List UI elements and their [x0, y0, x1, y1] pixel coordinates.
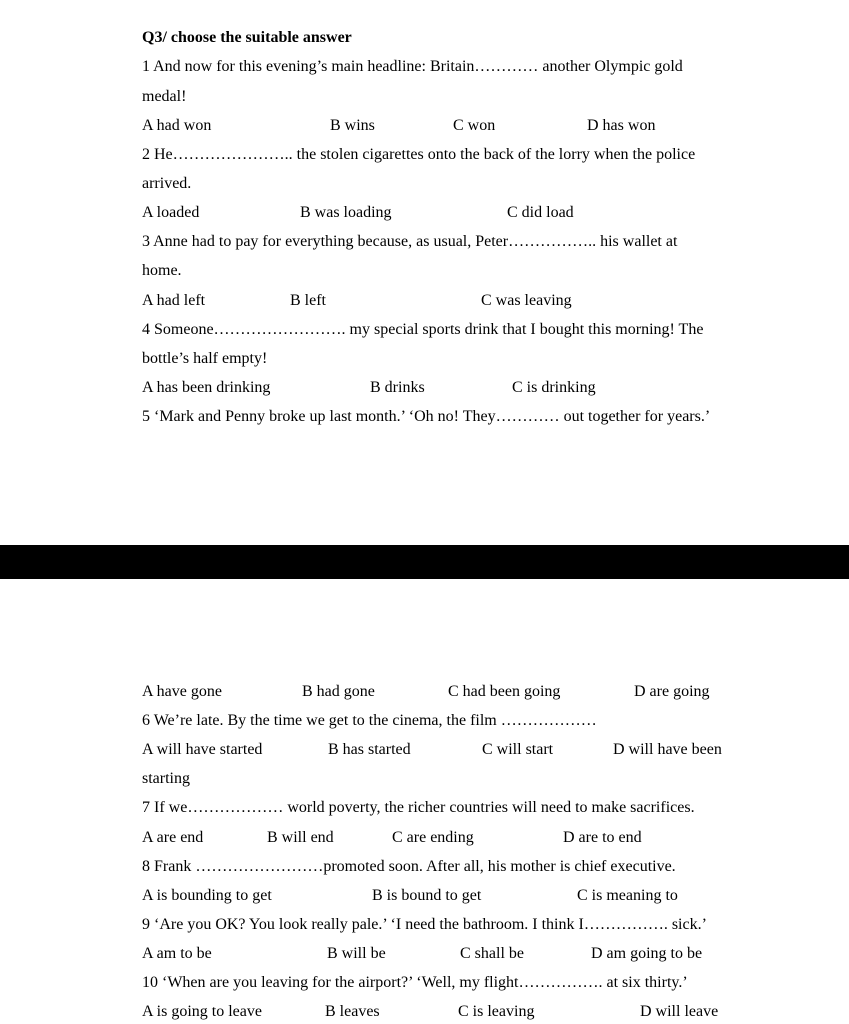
q7-option-a[interactable]: A are end: [142, 829, 204, 846]
q4-option-c[interactable]: C is drinking: [512, 379, 596, 396]
q9-option-c[interactable]: C shall be: [460, 945, 524, 962]
q8-option-c[interactable]: C is meaning to: [577, 887, 678, 904]
q6-option-d-cont: starting: [142, 770, 190, 787]
q4-option-b[interactable]: B drinks: [370, 379, 425, 396]
q2-option-c[interactable]: C did load: [507, 204, 574, 221]
question-7-text: 7 If we……………… world poverty, the richer countries will need to make sacrifices.: [142, 799, 695, 816]
q3-option-a[interactable]: A had left: [142, 292, 206, 309]
q1-option-b[interactable]: B wins: [330, 117, 375, 134]
redaction-bar: [0, 545, 849, 579]
q6-option-b[interactable]: B has started: [328, 741, 411, 758]
q7-option-b[interactable]: B will end: [267, 829, 334, 846]
q2-option-a[interactable]: A loaded: [142, 204, 200, 221]
question-9-text: 9 ‘Are you OK? You look really pale.’ ‘I need the bathroom. I think I……………. sick.’: [142, 916, 707, 933]
q9-option-a[interactable]: A am to be: [142, 945, 212, 962]
q5-option-b[interactable]: B had gone: [302, 683, 375, 700]
page-title: Q3/ choose the suitable answer: [142, 29, 352, 46]
q10-option-a[interactable]: A is going to leave: [142, 1003, 262, 1020]
question-1-text: 1 And now for this evening’s main headline: Britain………… another Olympic gold: [142, 58, 683, 75]
q5-option-c[interactable]: C had been going: [448, 683, 561, 700]
question-4-text-cont: bottle’s half empty!: [142, 350, 268, 367]
q5-option-a[interactable]: A have gone: [142, 683, 222, 700]
q6-option-c[interactable]: C will start: [482, 741, 554, 758]
question-2-text: 2 He………………….. the stolen cigarettes onto the back of the lorry when the police: [142, 146, 696, 163]
q7-option-d[interactable]: D are to end: [563, 829, 642, 846]
q6-option-a[interactable]: A will have started: [142, 741, 263, 758]
question-10-text: 10 ‘When are you leaving for the airport?’ ‘Well, my flight……………. at six thirty.’: [142, 974, 688, 991]
q10-option-c[interactable]: C is leaving: [458, 1003, 535, 1020]
q8-option-b[interactable]: B is bound to get: [372, 887, 482, 904]
q10-option-d[interactable]: D will leave: [640, 1003, 719, 1020]
q1-option-d[interactable]: D has won: [587, 117, 656, 134]
q1-option-a[interactable]: A had won: [142, 117, 212, 134]
q9-option-b[interactable]: B will be: [327, 945, 386, 962]
question-6-text: 6 We’re late. By the time we get to the cinema, the film ………………: [142, 712, 597, 729]
question-8-text: 8 Frank ……………………promoted soon. After all, his mother is chief executive.: [142, 858, 676, 875]
question-3-text-cont: home.: [142, 262, 182, 279]
question-4-text: 4 Someone……………………. my special sports drink that I bought this morning! The: [142, 321, 704, 338]
question-5-text: 5 ‘Mark and Penny broke up last month.’ ‘Oh no! They………… out together for years.’: [142, 408, 711, 425]
q7-option-c[interactable]: C are ending: [392, 829, 474, 846]
q4-option-a[interactable]: A has been drinking: [142, 379, 271, 396]
question-3-text: 3 Anne had to pay for everything because, as usual, Peter…………….. his wallet at: [142, 233, 678, 250]
q6-option-d[interactable]: D will have been: [613, 741, 722, 758]
q5-option-d[interactable]: D are going: [634, 683, 710, 700]
q2-option-b[interactable]: B was loading: [300, 204, 392, 221]
q3-option-b[interactable]: B left: [290, 292, 326, 309]
q8-option-a[interactable]: A is bounding to get: [142, 887, 272, 904]
q9-option-d[interactable]: D am going to be: [591, 945, 703, 962]
question-1-text-cont: medal!: [142, 88, 187, 105]
q3-option-c[interactable]: C was leaving: [481, 292, 572, 309]
question-2-text-cont: arrived.: [142, 175, 192, 192]
q1-option-c[interactable]: C won: [453, 117, 496, 134]
q10-option-b[interactable]: B leaves: [325, 1003, 380, 1020]
